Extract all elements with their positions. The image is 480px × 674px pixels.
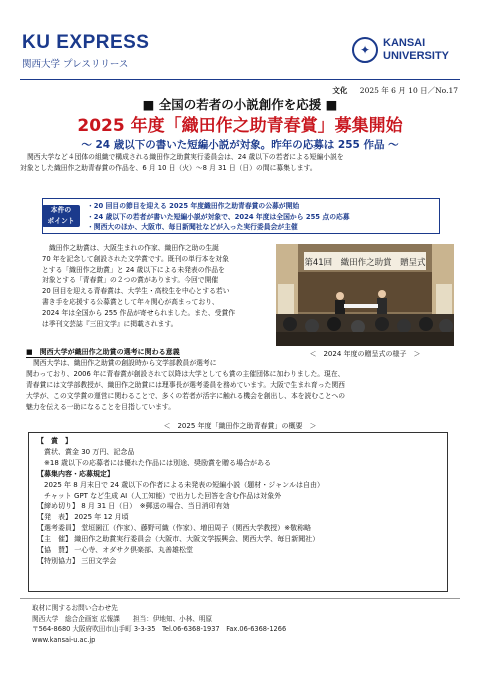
- release-category: 文化: [332, 86, 348, 95]
- body-line: 青春賞には文学部教授が、織田作之助賞には理事長が選考委員を務めています。大阪で生まれ育った関西: [26, 380, 345, 389]
- outline-row: 賞状、賞金 30 万円、記念品: [37, 447, 135, 456]
- ceremony-photo-illustration: [276, 244, 454, 346]
- logo-text-line1: KANSAI: [383, 37, 426, 49]
- footer-line: 〒564-8680 大阪府吹田市山手町 3-3-35 Tel.06-6368-1937 Fax.06-6368-1266: [32, 625, 287, 633]
- outline-row: 【発 表】 2025 年 12 月頃: [37, 513, 129, 522]
- award-description: [42, 243, 268, 329]
- university-logo: [352, 37, 462, 65]
- body-line: 関西大学は、織田作之助賞の創設時から文学部教員が選考に: [33, 359, 217, 367]
- key-points-label: [42, 205, 80, 227]
- significance-paragraph: [26, 358, 456, 413]
- university-crest-icon: ✦: [352, 37, 378, 63]
- body-line: 対象とする「青春賞」の２つの賞があります。今回で開催: [42, 276, 219, 285]
- headline-tagline: ■ 全国の若者の小説創作を応援 ■: [142, 97, 338, 112]
- outline-row: 【協 賛】 一心寺、オダサク倶楽部、丸善雄松堂: [37, 546, 193, 555]
- lead-paragraph: [20, 152, 460, 174]
- footer-website-link[interactable]: www.kansai-u.ac.jp: [32, 635, 96, 644]
- brand-title: KU EXPRESS: [22, 32, 150, 53]
- outline-row: 【選考委員】 堂垣園江（作家）、藤野可織（作家）、増田周子（関西大学教授）※敬称略: [37, 524, 312, 533]
- photo-banner-text: 第41回 織田作之助賞 贈呈式: [304, 258, 426, 268]
- footer-heading: 取材に関するお問い合わせ先: [32, 604, 118, 612]
- outline-row: 【締め切り】 8 月 31 日（日） ※郵送の場合、当日消印有効: [37, 502, 230, 511]
- outline-row: 2025 年 8 月末日で 24 歳以下の作者による未発表の短編小説（題材・ジャンルは自由）: [37, 480, 324, 489]
- outline-row: 【募集内容・応募規定】: [37, 469, 114, 478]
- outline-row: 【特別協力】 三田文学会: [37, 556, 117, 565]
- release-meta: [332, 85, 458, 96]
- outline-title: ＜ 2025 年度「織田作之助青春賞」の概要 ＞: [163, 422, 317, 430]
- key-points-list: [87, 201, 350, 233]
- section-heading: ■ 関西大学が織田作之助賞の選考に関わる意義: [26, 348, 180, 356]
- logo-text-line2: UNIVERSITY: [383, 50, 450, 62]
- headline: [20, 97, 460, 152]
- body-line: 書き手を応援する公募賞として年々関心が高まっており、: [42, 297, 219, 306]
- contact-footer: [32, 603, 286, 645]
- footer-line: 関西大学 総合企画室 広報課 担当：伊地知、小林、明原: [32, 614, 213, 623]
- body-line: とする「織田作之助賞」と 24 歳以下による未発表の作品を: [42, 265, 225, 274]
- body-line: 関わっており、2006 年に青春賞が創設されて以降は大学としても賞の主催団体に加わりました。現在、: [26, 369, 345, 378]
- outline-row: チャット GPT など生成 AI（人工知能）で出力した回答を含む作品は対象外: [37, 491, 282, 500]
- ceremony-photo: [276, 244, 454, 346]
- header-divider: [20, 79, 460, 80]
- body-line: 大学が、この文学賞の運営に関わることで、多くの若者が活字に触れる機会を創出し、本を読むことへの: [26, 391, 346, 400]
- body-line: は季刊文芸誌『三田文学』に掲載されます。: [42, 319, 178, 328]
- brand-header: [22, 33, 149, 70]
- key-points-label-line: ポイント: [47, 217, 75, 225]
- award-outline-box: [28, 432, 448, 592]
- footer-divider: [20, 598, 460, 599]
- headline-subtitle: 〜 24 歳以下の書いた短編小説が対象。昨年の応募は 255 作品 〜: [81, 139, 399, 151]
- outline-row: 【主 催】 織田作之助賞実行委員会（大阪市、大阪文学振興会、関西大学、毎日新聞社）: [37, 535, 320, 544]
- lead-line: 関西大学など４団体の組織で構成される織田作之助賞実行委員会は、24 歳以下の若者による短編小説を: [27, 153, 344, 161]
- brand-subtitle: 関西大学 プレスリリース: [22, 59, 129, 70]
- body-line: 20 回目を迎える青春賞は、大学生・高校生を中心とする若い: [42, 287, 230, 296]
- key-points-box: [42, 198, 440, 234]
- lead-line: 対象とした織田作之助青春賞の作品を、6 月 10 日（火）〜8 月 31 日（日）の間に募集します。: [20, 164, 317, 172]
- body-line: 織田作之助賞は、大阪生まれの作家、織田作之助の生誕: [49, 244, 219, 252]
- release-date-number: 2025 年 6 月 10 日／No.17: [359, 86, 458, 95]
- outline-row: ※18 歳以下の応募者には優れた作品には別途、奨励賞を贈る場合がある: [37, 458, 271, 467]
- outline-row: 【 賞 】: [37, 437, 72, 445]
- body-line: 魅力を伝える一助になることを目指しています。: [26, 402, 175, 411]
- photo-caption: ＜ 2024 年度の贈呈式の様子 ＞: [309, 350, 421, 358]
- key-point-item: ・24 歳以下の若者が書いた短編小説が対象で、2024 年度は全国から 255 点の応募: [87, 212, 350, 221]
- body-line: 2024 年は全国から 255 作品が寄せられました。また、受賞作: [42, 308, 236, 317]
- key-points-label-line: 本件の: [50, 206, 72, 214]
- headline-title: 2025 年度「織田作之助青春賞」募集開始: [77, 116, 403, 136]
- body-line: 70 年を記念して創設された文学賞です。既刊の単行本を対象: [42, 254, 229, 263]
- key-point-item: ・20 回目の節目を迎える 2025 年度織田作之助青春賞の公募が開始: [87, 202, 300, 210]
- key-point-item: ・関西大のほか、大阪市、毎日新聞社などが入った実行委員会が主催: [87, 223, 298, 231]
